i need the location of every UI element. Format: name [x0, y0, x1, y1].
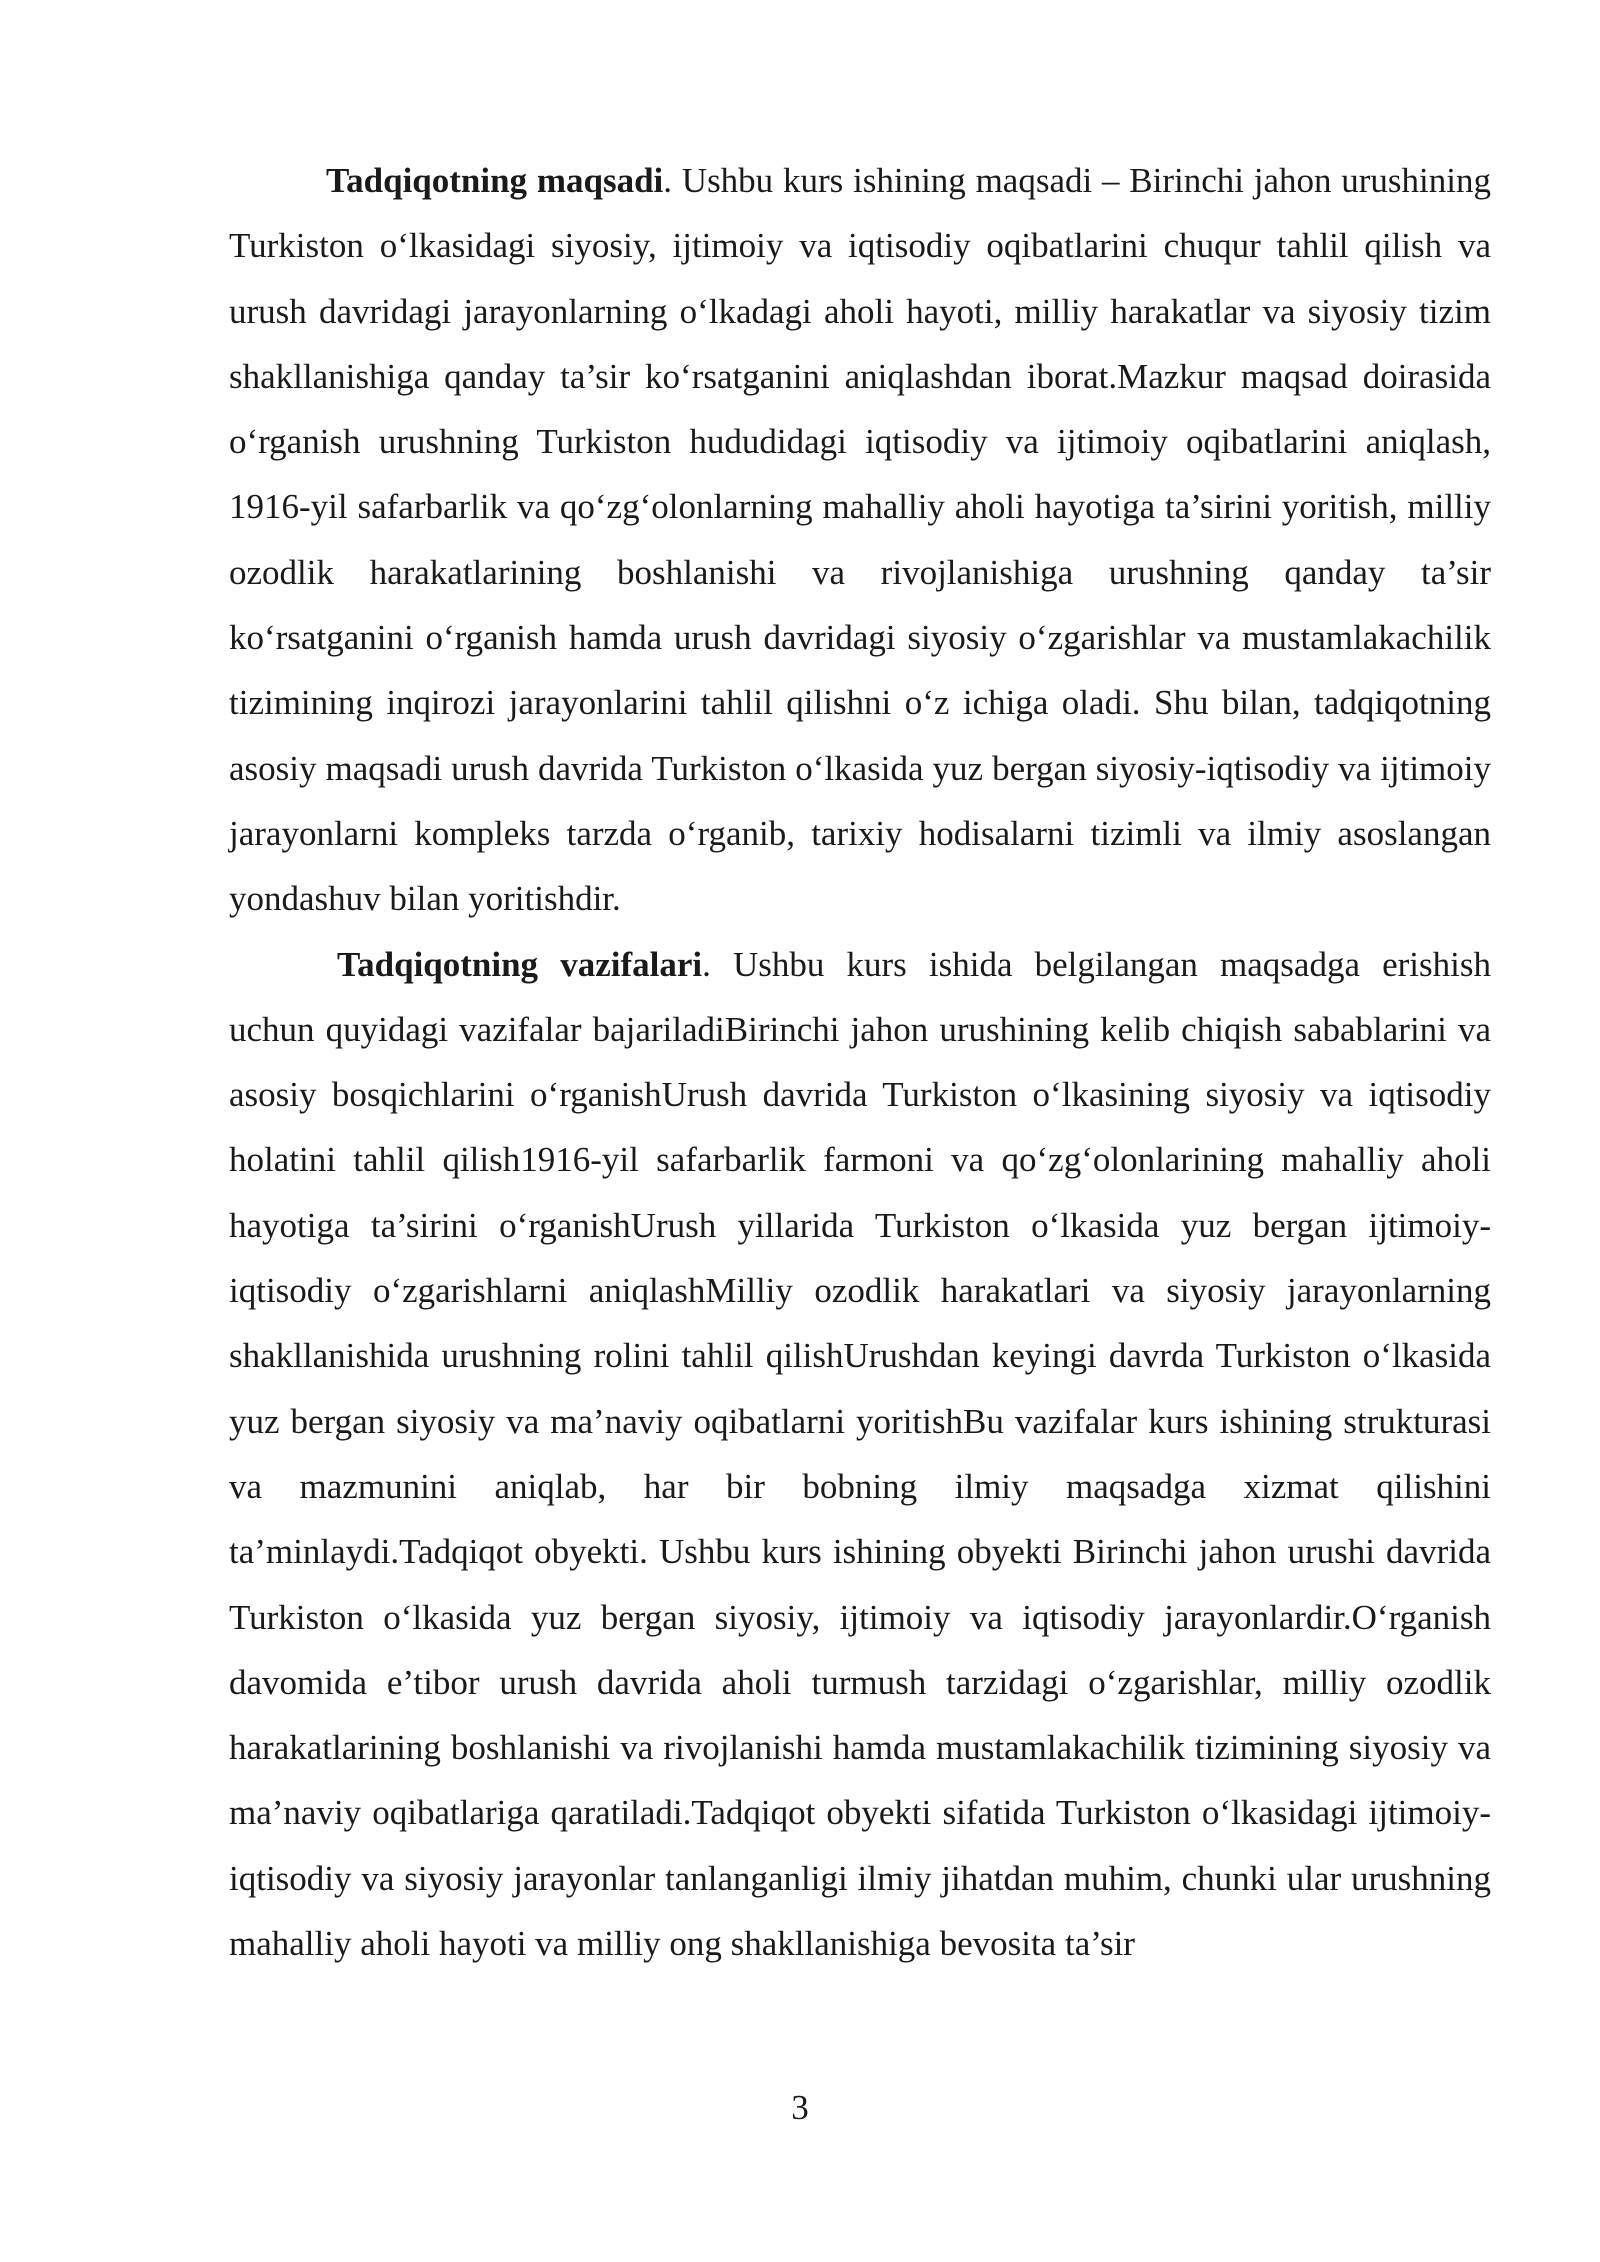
page-body [229, 148, 1491, 1976]
paragraph-research-tasks [229, 932, 1491, 1977]
paragraph-text: . Ushbu kurs ishining maqsadi – Birinchi jahon urushining Turkiston o‘lkasidagi siyosiy, ijtimoiy va iqtisodiy oqibatlarini chuqur tahlil qilish va urush davridagi jarayonlarning o‘lkadagi aholi hayoti, milliy harakatlar va siyosiy tizim shakllanishiga qanday ta’sir ko‘rsatganini aniqlashdan iborat.Mazkur maqsad doirasida o‘rganish urushning Turkiston hududidagi iqtisodiy va ijtimoiy oqibatlarini aniqlash, 1916-yil safarbarlik va qo‘zg‘olonlarning mahalliy aholi hayotiga ta’sirini yoritish, milliy ozodlik harakatlarining boshlanishi va rivojlanishiga urushning qanday ta’sir ko‘rsatganini o‘rganish hamda urush davridagi siyosiy o‘zgarishlar va mustamlakachilik tizimining inqirozi jarayonlarini tahlil qilishni o‘z ichiga oladi. Shu bilan, tadqiqotning asosiy maqsadi urush davrida Turkiston o‘lkasida yuz bergan siyosiy-iqtisodiy va ijtimoiy jarayonlarni kompleks tarzda o‘rganib, tarixiy hodisalarni tizimli va ilmiy asoslangan yondashuv bilan yoritishdir. [229, 161, 1491, 919]
paragraph-research-goal [229, 148, 1491, 932]
paragraph-text: . Ushbu kurs ishida belgilangan maqsadga erishish uchun quyidagi vazifalar bajariladiBirinchi jahon urushining kelib chiqish sabablarini va asosiy bosqichlarini o‘rganishUrush davrida Turkiston o‘lkasining siyosiy va iqtisodiy holatini tahlil qilish1916-yil safarbarlik farmoni va qo‘zg‘olonlarining mahalliy aholi hayotiga ta’sirini o‘rganishUrush yillarida Turkiston o‘lkasida yuz bergan ijtimoiy-iqtisodiy o‘zgarishlarni aniqlashMilliy ozodlik harakatlari va siyosiy jarayonlarning shakllanishida urushning rolini tahlil qilishUrushdan keyingi davrda Turkiston o‘lkasida yuz bergan siyosiy va ma’naviy oqibatlarni yoritishBu vazifalar kurs ishining strukturasi va mazmunini aniqlab, har bir bobning ilmiy maqsadga xizmat qilishini ta’minlaydi.Tadqiqot obyekti. Ushbu kurs ishining obyekti Birinchi jahon urushi davrida Turkiston o‘lkasida yuz bergan siyosiy, ijtimoiy va iqtisodiy jarayonlardir.O‘rganish davomida e’tibor urush davrida aholi turmush tarzidagi o‘zgarishlar, milliy ozodlik harakatlarining boshlanishi va rivojlanishi hamda mustamlakachilik tizimining siyosiy va ma’naviy oqibatlariga qaratiladi.Tadqiqot obyekti sifatida Turkiston o‘lkasidagi ijtimoiy-iqtisodiy va siyosiy jarayonlar tanlanganligi ilmiy jihatdan muhim, chunki ular urushning mahalliy aholi hayoti va milliy ong shakllanishiga bevosita ta’sir [229, 944, 1491, 1964]
heading-research-goal: Tadqiqotning maqsadi [326, 161, 664, 200]
heading-research-tasks: Tadqiqotning vazifalari [337, 944, 703, 984]
page-number: 3 [791, 2088, 809, 2127]
